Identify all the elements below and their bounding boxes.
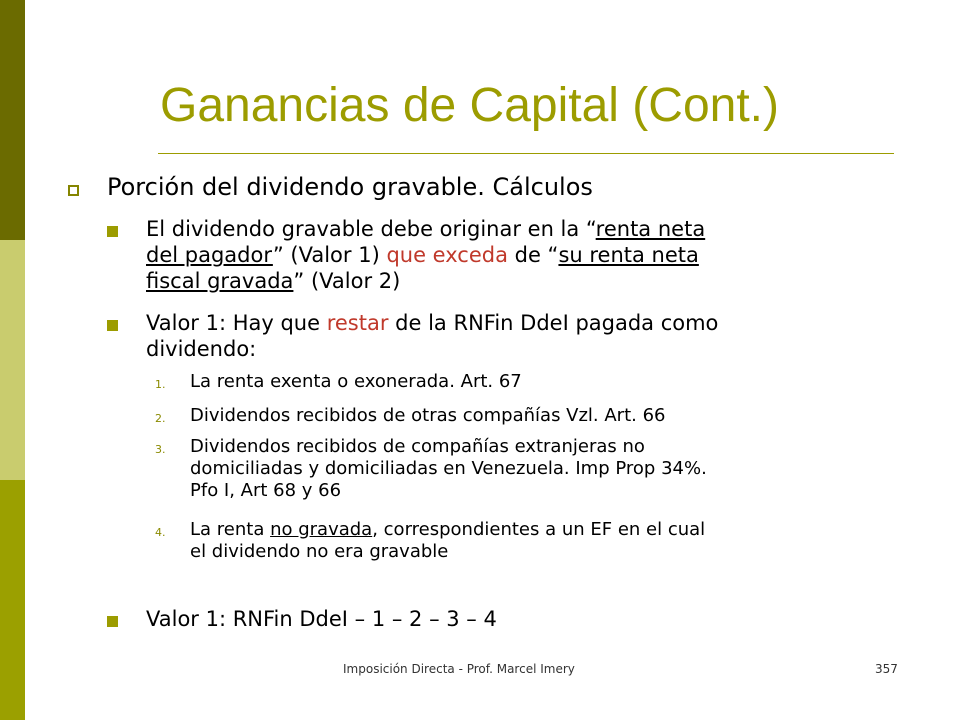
list-item-text: Dividendos recibidos de otras compañías Vzl. Art. 66 [190, 405, 666, 426]
list-item [190, 371, 890, 393]
item-number: 3. [155, 443, 166, 456]
square-bullet-icon [107, 320, 118, 331]
text-run: Valor 1: Hay que [146, 311, 327, 335]
item-number: 2. [155, 412, 166, 425]
text-run: de “ [507, 243, 559, 267]
text-run: , correspondientes a un EF en el cual [372, 519, 706, 540]
section-heading: Porción del dividendo gravable. Cálculos [107, 173, 593, 201]
list-item-text: Pfo I, Art 68 y 66 [190, 480, 342, 501]
highlighted-text: que exceda [386, 243, 508, 267]
underlined-text: fiscal gravada [146, 269, 294, 293]
text-run: ” (Valor 2) [293, 269, 401, 293]
footer-text: Imposición Directa - Prof. Marcel Imery [343, 662, 575, 676]
sidebar-block-middle [0, 240, 25, 480]
bullet-dividendo-gravable [146, 216, 886, 294]
underlined-text: su renta neta [558, 243, 699, 267]
text-run: dividendo: [146, 337, 257, 361]
list-item [190, 519, 890, 563]
text-run: El dividendo gravable debe originar en la “ [146, 217, 596, 241]
list-item-text: La renta exenta o exonerada. Art. 67 [190, 371, 522, 392]
list-item-text: el dividendo no era gravable [190, 541, 449, 562]
item-number: 4. [155, 526, 166, 539]
underlined-text: del pagador [146, 243, 273, 267]
formula-text: Valor 1: RNFin DdeI – 1 – 2 – 3 – 4 [146, 607, 497, 631]
list-item [190, 405, 890, 427]
text-run: ” (Valor 1) [272, 243, 387, 267]
square-bullet-icon [107, 616, 118, 627]
page-number: 357 [875, 662, 898, 676]
item-number: 1. [155, 378, 166, 391]
list-item-text: domiciliadas y domiciliadas en Venezuela. Imp Prop 34%. [190, 458, 707, 479]
sidebar-block-top [0, 0, 25, 240]
hollow-square-bullet-icon [68, 185, 79, 196]
bullet-valor-1-formula [146, 606, 886, 632]
underlined-text: no gravada [270, 519, 373, 540]
sidebar-decoration [0, 0, 25, 720]
bullet-valor-1 [146, 310, 886, 362]
list-item [190, 436, 890, 502]
list-item-text: Dividendos recibidos de compañías extranjeras no [190, 436, 645, 457]
slide-title: Ganancias de Capital (Cont.) [160, 79, 779, 132]
text-run: La renta [190, 519, 271, 540]
highlighted-text: restar [326, 311, 389, 335]
sidebar-block-bottom [0, 480, 25, 720]
title-divider [158, 153, 894, 154]
underlined-text: renta neta [595, 217, 706, 241]
text-run: de la RNFin DdeI pagada como [388, 311, 719, 335]
square-bullet-icon [107, 226, 118, 237]
